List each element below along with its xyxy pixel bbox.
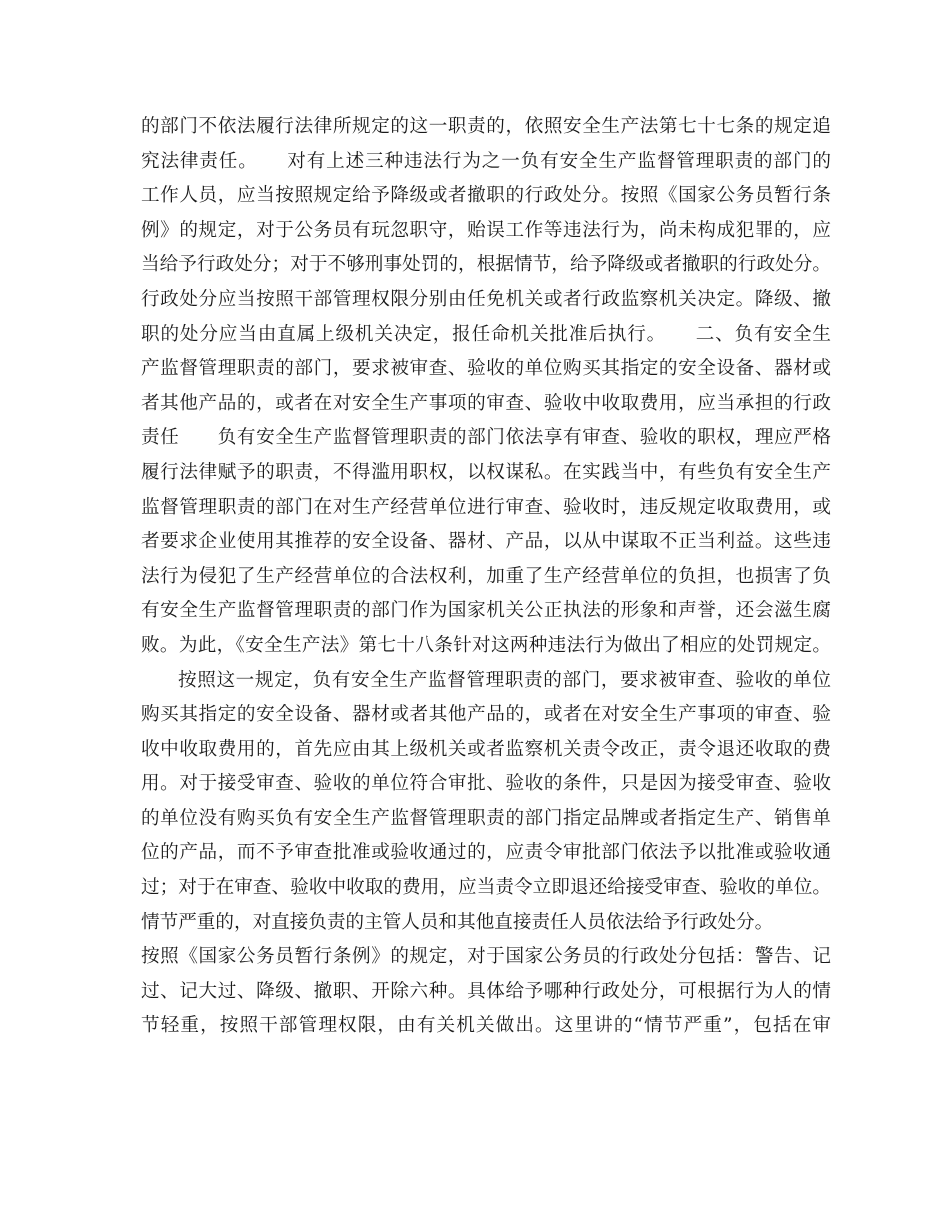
text-line: 购买其指定的安全设备、器材或者其他产品的，或者在对安全生产事项的审查、验	[141, 704, 831, 726]
text-line: 职的处分应当由直属上级机关决定，报任命机关批准后执行。 二、负有安全生	[141, 323, 831, 345]
text-line: 按照《国家公务员暂行条例》的规定，对于国家公务员的行政处分包括：警告、记	[141, 946, 831, 968]
text-line: 有安全生产监督管理职责的部门作为国家机关公正执法的形象和声誉，还会滋生腐	[141, 600, 831, 622]
text-line: 败。为此，《安全生产法》第七十八条针对这两种违法行为做出了相应的处罚规定。	[141, 634, 831, 656]
text-line: 的部门不依法履行法律所规定的这一职责的，依照安全生产法第七十七条的规定追	[141, 116, 831, 137]
text-line: 究法律责任。 对有上述三种违法行为之一负有安全生产监督管理职责的部门的	[141, 150, 831, 172]
document-body	[141, 110, 831, 1044]
text-line: 位的产品，而不予审查批准或验收通过的，应责令审批部门依法予以批准或验收通	[141, 842, 831, 864]
text-line: 履行法律赋予的职责，不得滥用职权，以权谋私。在实践当中，有些负有安全生产	[141, 461, 831, 483]
text-line: 收中收取费用的，首先应由其上级机关或者监察机关责令改正，责令退还收取的费	[141, 738, 831, 760]
text-line: 监督管理职责的部门在对生产经营单位进行审查、验收时，违反规定收取费用，或	[141, 496, 831, 518]
text-line: 责任 负有安全生产监督管理职责的部门依法享有审查、验收的职权，理应严格	[141, 427, 831, 449]
text-line: 过；对于在审查、验收中收取的费用，应当责令立即退还给接受审查、验收的单位。	[141, 877, 831, 899]
text-line: 产监督管理职责的部门，要求被审查、验收的单位购买其指定的安全设备、器材或	[141, 358, 831, 380]
text-line: 者要求企业使用其推荐的安全设备、器材、产品，以从中谋取不正当利益。这些违	[141, 531, 831, 553]
text-line: 的单位没有购买负有安全生产监督管理职责的部门指定品牌或者指定生产、销售单	[141, 807, 831, 829]
text-line: 当给予行政处分；对于不够刑事处罚的，根据情节，给予降级或者撤职的行政处分。	[141, 254, 831, 276]
text-line: 情节严重的，对直接负责的主管人员和其他直接责任人员依法给予行政处分。	[141, 911, 774, 933]
text-line: 过、记大过、降级、撤职、开除六种。具体给予哪种行政处分，可根据行为人的情	[141, 980, 831, 1002]
text-line: 者其他产品的，或者在对安全生产事项的审查、验收中收取费用，应当承担的行政	[141, 392, 831, 414]
text-line: 法行为侵犯了生产经营单位的合法权利，加重了生产经营单位的负担，也损害了负	[141, 565, 831, 587]
paragraph-first-line: 按照这一规定，负有安全生产监督管理职责的部门，要求被审查、验收的单位	[178, 669, 831, 691]
text-line: 用。对于接受审查、验收的单位符合审批、验收的条件，只是因为接受审查、验收	[141, 773, 831, 795]
text-line: 节轻重，按照干部管理权限，由有关机关做出。这里讲的“情节严重”，包括在审	[141, 1015, 831, 1037]
text-line: 工作人员，应当按照规定给予降级或者撤职的行政处分。按照《国家公务员暂行条	[141, 185, 831, 207]
text-line: 行政处分应当按照干部管理权限分别由任免机关或者行政监察机关决定。降级、撤	[141, 288, 831, 310]
text-line: 例》的规定，对于公务员有玩忽职守，贻误工作等违法行为，尚未构成犯罪的，应	[141, 219, 831, 241]
